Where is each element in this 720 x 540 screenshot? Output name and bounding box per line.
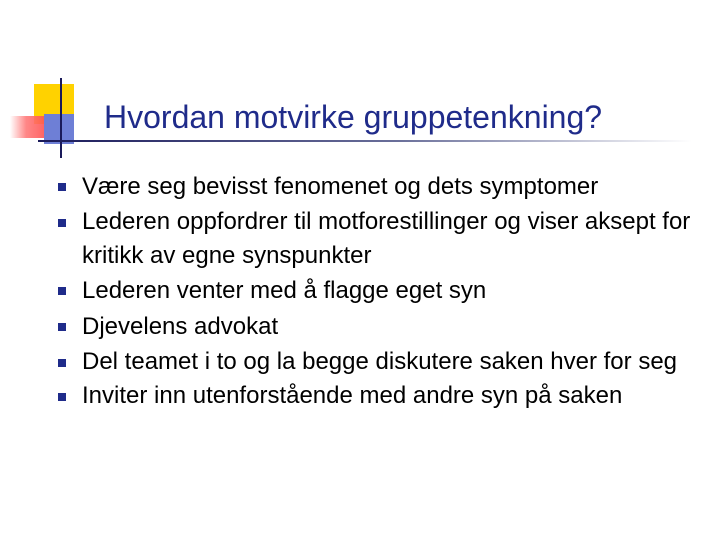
bullet-item bbox=[52, 205, 702, 273]
square-bullet-icon bbox=[58, 219, 66, 227]
bullet-item bbox=[52, 273, 702, 309]
bullet-item bbox=[52, 379, 702, 413]
logo-vertical-line bbox=[60, 78, 62, 158]
square-bullet-icon bbox=[58, 183, 66, 191]
decorative-logo bbox=[0, 0, 110, 170]
bullet-text: Inviter inn utenforstående med andre syn på saken bbox=[82, 382, 623, 409]
bullet-text: Være seg bevisst fenomenet og dets symptomer bbox=[82, 173, 599, 200]
bullet-item bbox=[52, 345, 702, 379]
square-bullet-icon bbox=[58, 323, 66, 331]
bullet-item bbox=[52, 169, 702, 205]
bullet-text: Djevelens advokat bbox=[82, 313, 279, 340]
bullet-text: Del teamet i to og la begge diskutere saken hver for seg bbox=[82, 348, 678, 375]
square-bullet-icon bbox=[58, 393, 66, 401]
square-bullet-icon bbox=[58, 287, 66, 295]
bullet-text: Lederen venter med å flagge eget syn bbox=[82, 277, 487, 304]
square-bullet-icon bbox=[58, 359, 66, 367]
bullet-list bbox=[52, 169, 702, 413]
bullet-item bbox=[52, 309, 702, 345]
title-underline bbox=[38, 140, 692, 142]
bullet-text: Lederen oppfordrer til motforestillinger og viser aksept for kritikk av egne synspunkter bbox=[82, 208, 691, 269]
slide-title: Hvordan motvirke gruppetenkning? bbox=[104, 99, 603, 135]
